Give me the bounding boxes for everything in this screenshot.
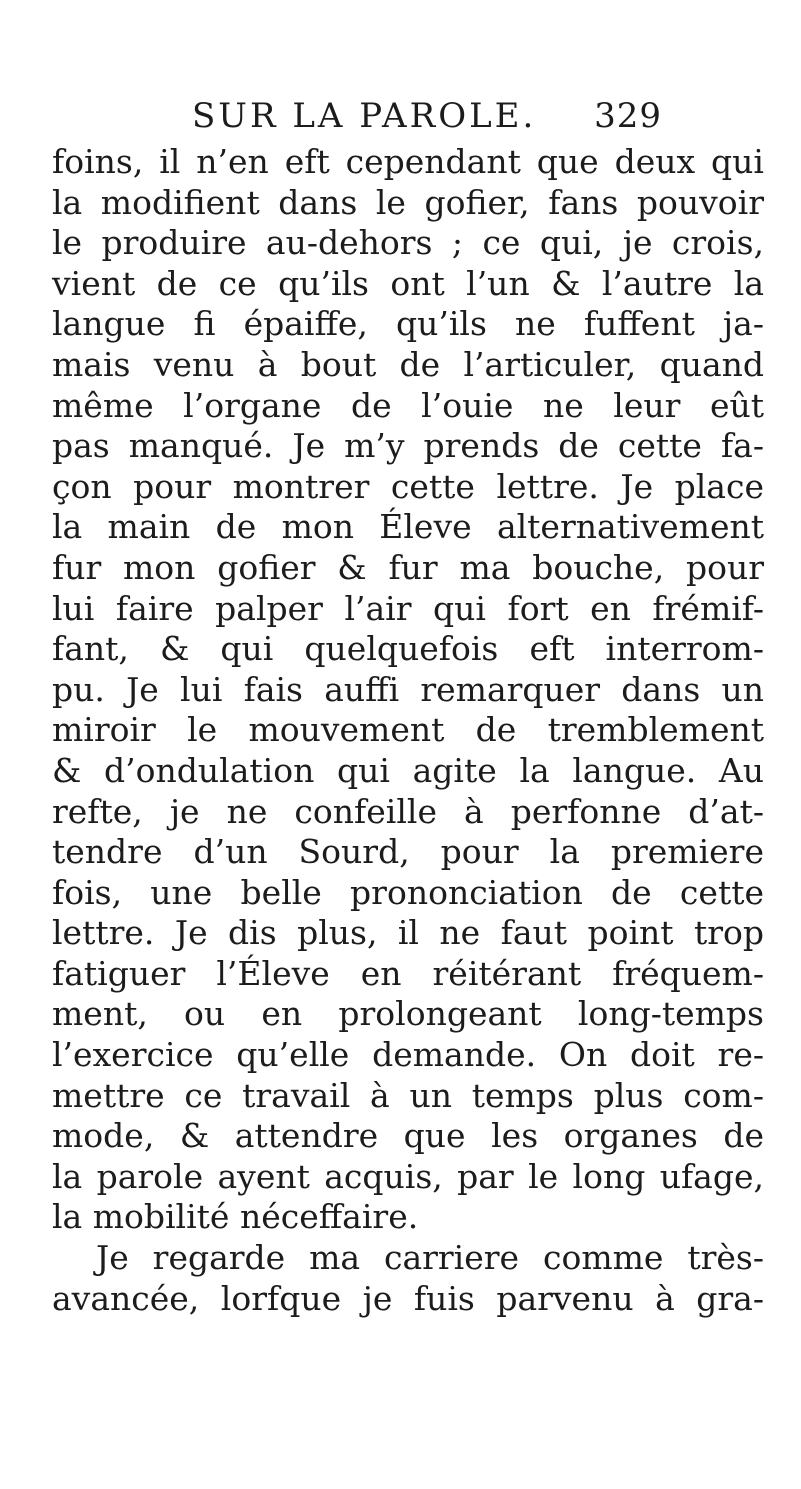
page-number: 329 xyxy=(594,96,662,136)
text-line: fur mon gofier & fur ma bouche, pour xyxy=(52,547,764,587)
text-line: fatiguer l’Éleve en réitérant fréquem- xyxy=(52,953,764,993)
text-line: mais venu à bout de l’articuler, quand xyxy=(52,344,764,384)
text-line: pu. Je lui fais auffi remarquer dans un xyxy=(52,669,764,709)
text-line: même l’organe de l’ouie ne leur eût xyxy=(52,385,764,425)
running-header xyxy=(192,96,662,140)
text-line: miroir le mouvement de tremblement xyxy=(52,710,764,750)
text-line: la main de mon Éleve alternativement xyxy=(52,507,764,547)
text-line: mettre ce travail à un temps plus com- xyxy=(52,1075,764,1115)
text-line: ment, ou en prolongeant long-temps xyxy=(52,994,764,1034)
text-line: la modifient dans le gofier, fans pouvoir xyxy=(52,182,764,222)
text-line: avancée, lorfque je fuis parvenu à gra- xyxy=(52,1278,764,1318)
text-line: l’exercice qu’elle demande. On doit re- xyxy=(52,1035,764,1075)
body-text xyxy=(52,142,764,1319)
text-line: tendre d’un Sourd, pour la premiere xyxy=(52,832,764,872)
text-line: lui faire palper l’air qui fort en frémif- xyxy=(52,588,764,628)
text-line: lettre. Je dis plus, il ne faut point trop xyxy=(52,913,764,953)
running-title: SUR LA PAROLE. xyxy=(192,96,537,136)
text-line: refte, je ne confeille à perfonne d’at- xyxy=(52,791,764,831)
text-line: langue fi épaiffe, qu’ils ne fuffent ja- xyxy=(52,304,764,344)
text-line: mode, & attendre que les organes de xyxy=(52,1116,764,1156)
text-line: foins, il n’en eft cependant que deux qui xyxy=(52,142,764,181)
text-line: la parole ayent acquis, par le long ufage, xyxy=(52,1156,764,1196)
text-line: pas manqué. Je m’y prends de cette fa- xyxy=(52,426,764,466)
text-line: çon pour montrer cette lettre. Je place xyxy=(52,466,764,506)
text-line: & d’ondulation qui agite la langue. Au xyxy=(52,750,764,790)
text-line: la mobilité néceffaire. xyxy=(52,1197,419,1237)
text-line: fois, une belle prononciation de cette xyxy=(52,872,764,912)
text-line: le produire au-dehors ; ce qui, je crois, xyxy=(52,223,764,263)
text-line: fant, & qui quelquefois eft interrom- xyxy=(52,629,764,669)
paragraph-first-line: Je regarde ma carriere comme très- xyxy=(96,1238,764,1278)
text-line: vient de ce qu’ils ont l’un & l’autre la xyxy=(52,263,764,303)
